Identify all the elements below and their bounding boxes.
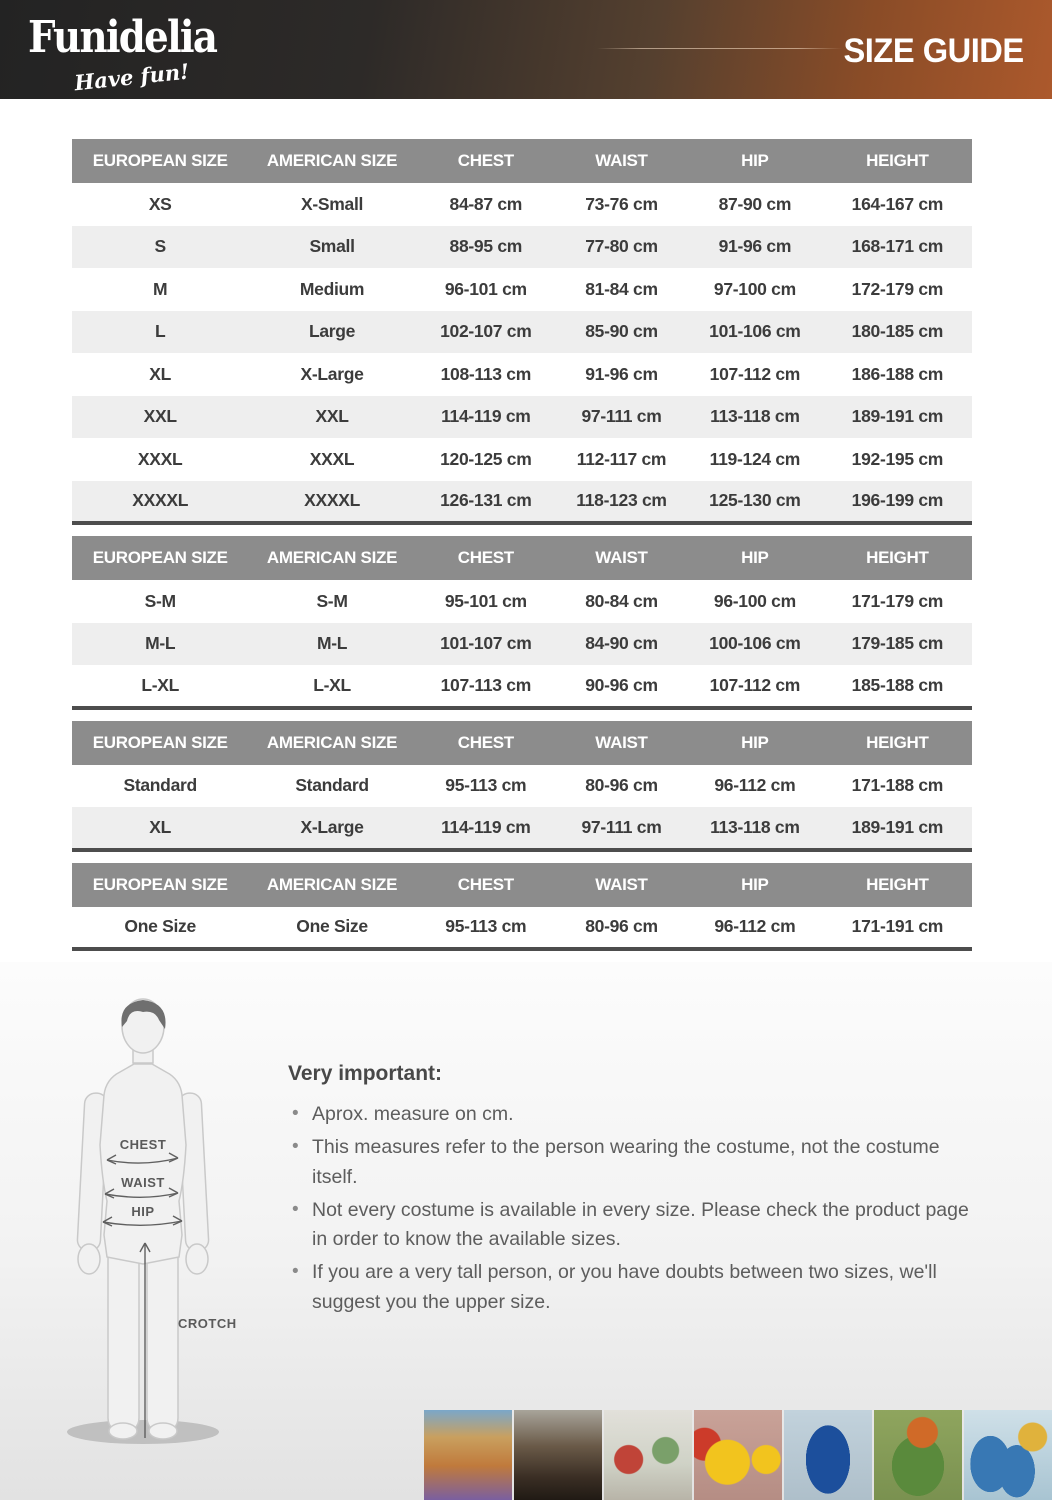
size-cell: 96-112 cm [714, 775, 796, 796]
size-cell: L-XL [141, 674, 180, 695]
column-header-american-size: AMERICAN SIZE [248, 721, 415, 765]
note-item: • This measures refer to the person wearing the costume, not the costume itself. [288, 1133, 978, 1192]
size-cell: 189-191 cm [851, 816, 944, 837]
size-cell: 113-118 cm [710, 406, 800, 427]
size-cell: S-M [316, 590, 348, 611]
body-measurement-diagram [48, 995, 248, 1455]
size-table-row [72, 807, 972, 850]
size-table-row [72, 580, 972, 623]
costume-photo-strip [424, 1410, 1052, 1500]
size-cell: XS [148, 193, 172, 214]
size-cell: 97-111 cm [581, 816, 662, 837]
size-cell: 97-111 cm [581, 406, 662, 427]
size-cell: XL [149, 816, 172, 837]
size-cell: 108-113 cm [440, 363, 531, 384]
column-header-american-size: AMERICAN SIZE [248, 139, 415, 183]
note-item: • If you are a very tall person, or you have doubts between two sizes, we'll suggest you the upper size. [288, 1258, 978, 1317]
size-cell: X-Small [300, 193, 364, 214]
size-cell: 80-96 cm [585, 775, 658, 796]
size-cell: 87-90 cm [718, 193, 792, 214]
page-title: SIZE GUIDE [843, 32, 1024, 70]
size-table-adult [72, 139, 972, 525]
blanka-costume-photo [874, 1410, 962, 1500]
size-cell: 107-113 cm [440, 674, 531, 695]
size-cell: 126-131 cm [440, 490, 532, 511]
size-cell: 96-100 cm [713, 590, 796, 611]
size-table-row [72, 268, 972, 311]
note-item: • Not every costume is available in every size. Please check the product page in order to know the available sizes. [288, 1196, 978, 1255]
brand-logo [28, 12, 242, 96]
size-cell: 118-123 cm [576, 490, 667, 511]
size-cell: 164-167 cm [851, 193, 944, 214]
size-cell: S-M [144, 590, 176, 611]
crotch-label: CROTCH [178, 1316, 237, 1331]
size-cell: 189-191 cm [851, 406, 944, 427]
size-cell: 171-191 cm [851, 916, 944, 937]
size-cell: 80-84 cm [585, 590, 658, 611]
column-header-chest: CHEST [416, 721, 556, 765]
size-cell: 90-96 cm [585, 674, 658, 695]
size-cell: 186-188 cm [851, 363, 944, 384]
body-figure-illustration [48, 995, 248, 1455]
size-table-row [72, 438, 972, 481]
size-cell: 196-199 cm [851, 490, 944, 511]
column-header-chest: CHEST [416, 863, 556, 907]
size-cell: 107-112 cm [709, 363, 801, 384]
dragon-ball-costume-photo [424, 1410, 512, 1500]
size-table-row [72, 311, 972, 354]
size-cell: XXXL [137, 448, 183, 469]
size-cell: 114-119 cm [441, 406, 531, 427]
table-header-row [72, 721, 972, 765]
size-cell: 81-84 cm [585, 278, 658, 299]
size-cell: Standard [295, 775, 369, 796]
size-cell: 95-101 cm [444, 590, 527, 611]
size-cell: Small [309, 236, 355, 257]
size-cell: 95-113 cm [445, 916, 527, 937]
column-header-american-size: AMERICAN SIZE [248, 863, 415, 907]
table-header-row [72, 536, 972, 580]
size-cell: 84-90 cm [585, 633, 658, 654]
column-header-hip: HIP [687, 721, 823, 765]
size-cell: 100-106 cm [709, 633, 801, 654]
column-header-height: HEIGHT [823, 536, 972, 580]
size-cell: XXL [315, 406, 349, 427]
size-cell: 179-185 cm [851, 633, 944, 654]
size-cell: 119-124 cm [709, 448, 801, 469]
table-header-row [72, 139, 972, 183]
pj-masks-costume-photo [784, 1410, 872, 1500]
size-cell: 96-101 cm [444, 278, 527, 299]
size-cell: 168-171 cm [851, 236, 944, 257]
size-cell: 85-90 cm [585, 321, 658, 342]
size-cell: XXXXL [132, 490, 189, 511]
size-cell: 102-107 cm [440, 321, 532, 342]
size-cell: 171-188 cm [851, 775, 944, 796]
size-table-standard-xl [72, 721, 972, 852]
table-header-row [72, 863, 972, 907]
pacman-costume-photo [694, 1410, 782, 1500]
power-rangers-costume-photo [604, 1410, 692, 1500]
column-header-european-size: EUROPEAN SIZE [72, 536, 248, 580]
size-cell: 113-118 cm [710, 816, 800, 837]
notes-list [288, 1100, 978, 1317]
size-table-combined-sizes [72, 536, 972, 710]
size-table-row [72, 183, 972, 226]
size-cell: S [154, 236, 166, 257]
column-header-height: HEIGHT [823, 139, 972, 183]
size-cell: 120-125 cm [440, 448, 532, 469]
size-cell: 192-195 cm [851, 448, 944, 469]
column-header-american-size: AMERICAN SIZE [248, 536, 415, 580]
smurfs-costume-photo [964, 1410, 1052, 1500]
size-cell: 172-179 cm [851, 278, 944, 299]
size-table-row [72, 396, 972, 439]
size-cell: 97-100 cm [713, 278, 796, 299]
column-header-european-size: EUROPEAN SIZE [72, 139, 248, 183]
size-table-row [72, 907, 972, 950]
waist-label: WAIST [121, 1175, 165, 1190]
size-table-row [72, 665, 972, 708]
size-cell: 95-113 cm [445, 775, 527, 796]
star-wars-chewbacca-costume-photo [514, 1410, 602, 1500]
important-notes [288, 1062, 978, 1321]
column-header-height: HEIGHT [823, 863, 972, 907]
size-cell: 101-106 cm [709, 321, 801, 342]
header-divider-line [597, 48, 842, 49]
size-cell: XL [149, 363, 172, 384]
size-cell: 114-119 cm [441, 816, 531, 837]
size-cell: One Size [124, 916, 196, 937]
size-cell: Standard [123, 775, 197, 796]
size-cell: M-L [145, 633, 176, 654]
size-table-one-size [72, 863, 972, 952]
size-tables-section [72, 139, 972, 951]
size-cell: One Size [296, 916, 368, 937]
column-header-waist: WAIST [556, 721, 687, 765]
size-cell: 91-96 cm [585, 363, 658, 384]
column-header-hip: HIP [687, 536, 823, 580]
brand-tagline: Have fun! [73, 58, 191, 96]
figure-shadow [67, 1420, 219, 1444]
notes-title: Very important: [288, 1062, 443, 1085]
column-header-chest: CHEST [416, 139, 556, 183]
size-cell: XXXL [309, 448, 355, 469]
size-cell: 107-112 cm [709, 674, 801, 695]
size-cell: 101-107 cm [440, 633, 532, 654]
column-header-hip: HIP [687, 139, 823, 183]
size-cell: 91-96 cm [718, 236, 792, 257]
column-header-waist: WAIST [556, 536, 687, 580]
size-table-row [72, 481, 972, 524]
size-cell: 125-130 cm [709, 490, 801, 511]
size-cell: XXL [143, 406, 177, 427]
hip-label: HIP [131, 1204, 155, 1219]
page-header [0, 0, 1052, 99]
column-header-hip: HIP [687, 863, 823, 907]
note-item: • Aprox. measure on cm. [288, 1100, 978, 1129]
size-cell: 96-112 cm [714, 916, 796, 937]
size-cell: 84-87 cm [449, 193, 523, 214]
size-cell: 180-185 cm [851, 321, 944, 342]
size-cell: 171-179 cm [851, 590, 944, 611]
size-cell: 88-95 cm [449, 236, 523, 257]
column-header-height: HEIGHT [823, 721, 972, 765]
column-header-waist: WAIST [556, 139, 687, 183]
figure-body [77, 999, 209, 1439]
size-cell: Medium [299, 278, 365, 299]
size-cell: 80-96 cm [585, 916, 658, 937]
size-cell: M-L [316, 633, 348, 654]
column-header-european-size: EUROPEAN SIZE [72, 863, 248, 907]
size-table-row [72, 226, 972, 269]
size-cell: 112-117 cm [576, 448, 667, 469]
column-header-waist: WAIST [556, 863, 687, 907]
size-table-row [72, 765, 972, 808]
size-cell: L [154, 321, 166, 342]
column-header-chest: CHEST [416, 536, 556, 580]
size-cell: L-XL [313, 674, 351, 695]
info-section [0, 962, 1052, 1500]
size-table-row [72, 623, 972, 666]
chest-label: CHEST [119, 1137, 167, 1152]
size-cell: 73-76 cm [585, 193, 658, 214]
brand-wordmark: Funidelia [28, 12, 217, 63]
size-cell: Large [308, 321, 356, 342]
size-cell: X-Large [300, 816, 364, 837]
size-cell: XXXXL [304, 490, 360, 511]
size-cell: 77-80 cm [585, 236, 658, 257]
size-cell: 185-188 cm [851, 674, 944, 695]
size-cell: X-Large [300, 363, 364, 384]
size-cell: M [153, 278, 168, 299]
size-table-row [72, 353, 972, 396]
column-header-european-size: EUROPEAN SIZE [72, 721, 248, 765]
